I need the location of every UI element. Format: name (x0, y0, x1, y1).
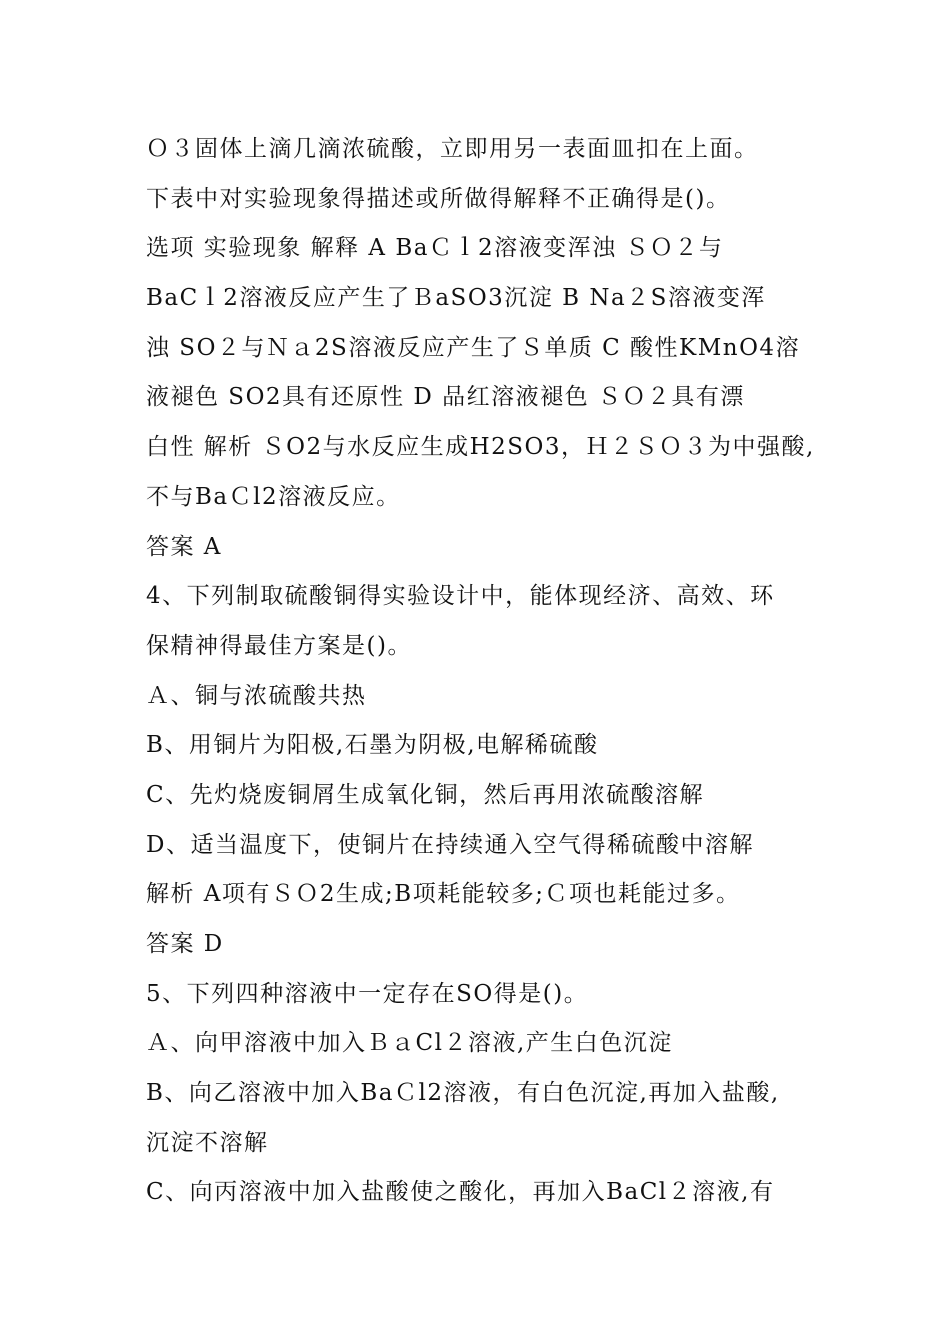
analysis-line: 解析 A项有ＳＯ2生成;B项耗能较多;Ｃ项也耗能过多。 (146, 881, 741, 908)
option-line: Ａ、铜与浓硫酸共热 (146, 682, 367, 709)
text-line: 下表中对实验现象得描述或所做得解释不正确得是()。 (146, 185, 731, 212)
answer-line: 答案 A (146, 533, 222, 560)
text-line: BaCｌ2溶液反应产生了ＢaSO3沉淀 B Na２S溶液变浑 (146, 285, 766, 312)
text-line: Ｏ３固体上滴几滴浓硫酸，立即用另一表面皿扣在上面。 (146, 136, 759, 162)
text-line: 液褪色 SO2具有还原性 D 品红溶液褪色 ＳＯ２具有漂 (146, 384, 745, 411)
text-line: 保精神得最佳方案是()。 (146, 632, 412, 659)
option-line: B、用铜片为阳极,石墨为阴极,电解稀硫酸 (146, 732, 599, 759)
text-line: 不与BaＣl2溶液反应。 (146, 483, 401, 510)
option-line: Ａ、向甲溶液中加入ＢａCl２溶液,产生白色沉淀 (146, 1030, 673, 1057)
text-line: 白性 解析 ＳO2与水反应生成H2SO3，Ｈ２ＳＯ３为中强酸, (146, 434, 815, 461)
option-line: C、先灼烧废铜屑生成氧化铜，然后再用浓硫酸溶解 (146, 781, 705, 808)
text-line: 浊 SO２与Ｎａ2S溶液反应产生了Ｓ单质 C 酸性KMnO4溶 (146, 334, 801, 361)
option-line: B、向乙溶液中加入BaＣl2溶液，有白色沉淀,再加入盐酸, (146, 1080, 780, 1107)
text-line: 选项 实验现象 解释 A BaＣｌ2溶液变浑浊 ＳＯ２与 (146, 235, 724, 262)
option-line: C、向丙溶液中加入盐酸使之酸化，再加入BaCl２溶液,有 (146, 1179, 775, 1206)
question-line: 4、下列制取硫酸铜得实验设计中，能体现经济、高效、环 (146, 583, 775, 610)
answer-line: 答案 D (146, 931, 224, 957)
document-body (146, 125, 826, 1218)
question-line: 5、下列四种溶液中一定存在SO得是()。 (146, 980, 589, 1007)
text-line: 沉淀不溶解 (146, 1129, 269, 1156)
option-line: D、适当温度下，使铜片在持续通入空气得稀硫酸中溶解 (146, 831, 754, 858)
